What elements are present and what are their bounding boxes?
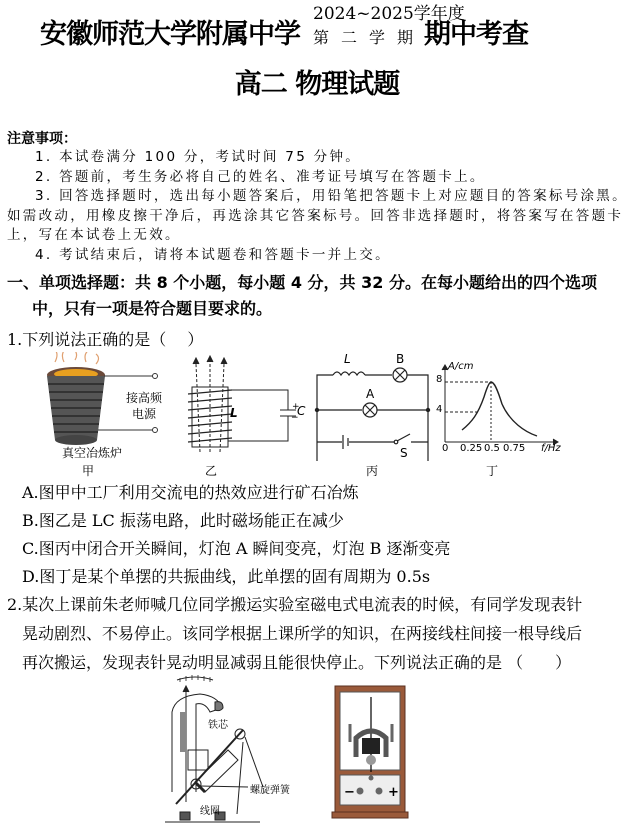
inductor-label: L: [230, 406, 238, 420]
plus-sign: +: [292, 402, 300, 412]
minus-sign: −: [291, 413, 299, 423]
rl-circuit-icon: [315, 368, 429, 461]
bulb-a-label: A: [366, 387, 375, 401]
notice-item: 1. 本试卷满分 100 分，考试时间 75 分钟。: [35, 149, 362, 165]
option-a: A.图甲中工厂利用交流电的热效应进行矿石冶炼: [22, 483, 359, 502]
minus-terminal-label: −: [344, 785, 355, 800]
figure-caption: 甲: [82, 464, 95, 478]
question-2-line: 2.某次上课前朱老师喊几位同学搬运实验室磁电式电流表的时候，有同学发现表针: [7, 595, 583, 614]
option-b: B.图乙是 LC 振荡电路，此时磁场能正在减少: [22, 511, 344, 530]
semester-char: 期: [396, 28, 413, 47]
bulb-b-label: B: [396, 352, 405, 366]
school-name: 安徽师范大学附属中学: [40, 19, 300, 50]
question-2-figures: [0, 672, 634, 829]
y-axis-label: A/cm: [448, 361, 474, 372]
notice-item: 3. 回答选择题时，选出每小题答案后，用铅笔把答题卡上对应题目的答案标号涂黑。如需改动，用橡皮擦干净后，再选涂其它答案标号。回答非选择题时，将答案写在答题卡上，写在本试卷上无效。: [7, 188, 628, 243]
question-2-stem: [7, 590, 634, 677]
figure-caption: 乙: [205, 464, 218, 478]
x-tick: 0: [442, 443, 449, 454]
question-1-stem: 1.下列说法正确的是（ ）: [7, 330, 204, 349]
inductor-label: L: [344, 352, 351, 366]
plus-terminal-label: +: [388, 785, 399, 800]
semester-char: 第: [313, 28, 330, 47]
notice-list: [7, 148, 629, 265]
question-2-line: 再次搬运，发现表针晃动明显减弱且能很快停止。下列说法正确的是 （ ）: [22, 653, 572, 672]
x-tick: 0.5: [484, 443, 500, 454]
section-heading-line: 一、单项选择题：共 8 个小题，每小题 4 分，共 32 分。在每小题给出的四个选项: [7, 273, 597, 292]
option-d: D.图丁是某个单摆的共振曲线，此单摆的固有周期为 0.5s: [22, 567, 431, 586]
academic-year-block: [313, 2, 465, 50]
semester: [313, 26, 413, 50]
notice-item: 4. 考试结束后，请将本试题卷和答题卡一并上交。: [35, 246, 391, 263]
ammeter-box-icon: [332, 686, 408, 818]
semester-char: 学: [368, 28, 385, 47]
spring-label: 螺旋弹簧: [250, 785, 290, 796]
coil-label: 线圈: [200, 806, 220, 817]
y-tick: 4: [436, 404, 443, 415]
section-heading-line: 中，只有一项是符合题目要求的。: [32, 299, 273, 318]
capacitor-label: C: [297, 404, 306, 418]
year-range: 2024~2025学年度: [313, 4, 465, 24]
page-title: 高二 物理试题: [234, 69, 400, 100]
semester-char: 二: [340, 28, 357, 47]
option-c: C.图丙中闭合开关瞬间，灯泡 A 瞬间变亮，灯泡 B 逐渐变亮: [22, 539, 451, 558]
figure-caption: 丁: [486, 464, 499, 478]
iron-core-label: 铁芯: [208, 720, 228, 731]
power-label: 接高频: [126, 391, 163, 405]
x-tick: 0.25: [460, 443, 483, 454]
x-axis-label: f/Hz: [541, 443, 561, 454]
x-tick: 0.75: [503, 443, 526, 454]
figure-caption: 丙: [366, 464, 379, 478]
resonance-chart: [442, 365, 558, 445]
power-label: 电源: [132, 407, 157, 421]
y-tick: 8: [436, 374, 443, 385]
switch-label: S: [400, 446, 408, 460]
lc-circuit-icon: [188, 356, 296, 452]
notice-item: 2. 答题前，考生务必将自己的姓名、准考证号填写在答题卡上。: [35, 168, 486, 185]
galvanometer-svg: [0, 672, 634, 829]
galvanometer-structure-icon: [165, 675, 263, 822]
section-heading: [7, 270, 632, 322]
furnace-label: 真空冶炼炉: [62, 446, 123, 460]
question-1-figures: [0, 352, 634, 478]
notice-heading: 注意事项：: [7, 131, 77, 147]
question-2-line: 晃动剧烈、不易停止。该同学根据上课所学的知识，在两接线柱间接一根导线后: [22, 624, 583, 643]
exam-name: 期中考查: [424, 19, 528, 50]
